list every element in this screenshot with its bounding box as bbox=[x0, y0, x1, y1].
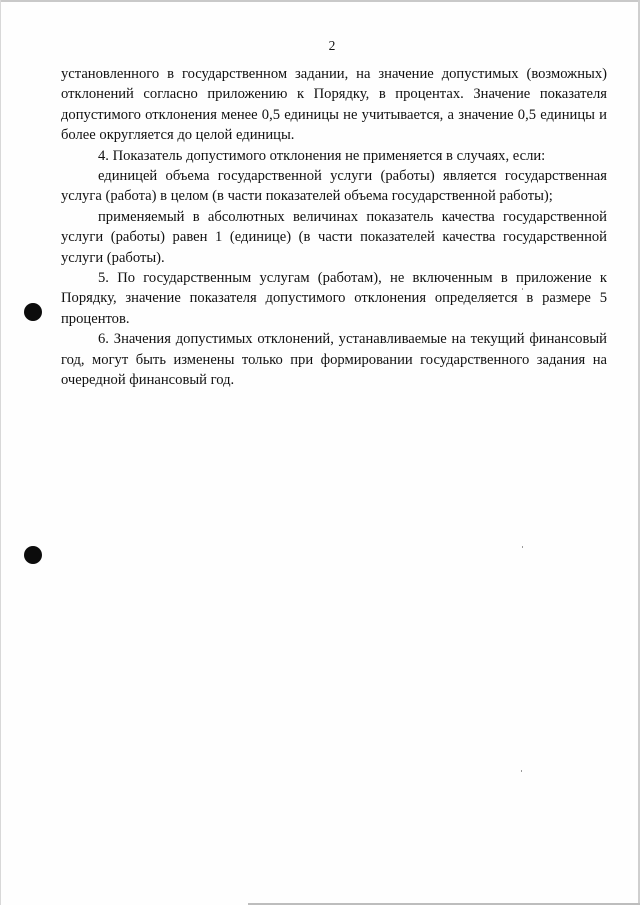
paragraph-item-6: 6. Значения допустимых отклонений, устанавливаемые на текущий финансовый год, могут быть изменены только при формировании государственного задания на очередной финансовый год. bbox=[61, 331, 607, 389]
scan-speck bbox=[522, 288, 523, 290]
paragraph-item-4: 4. Показатель допустимого отклонения не применяется в случаях, если: bbox=[98, 147, 546, 164]
punch-hole-mark bbox=[24, 546, 42, 564]
document-body bbox=[61, 64, 607, 391]
paragraph-item-5: 5. По государственным услугам (работам), не включенным в приложение к Порядку, значение показателя допустимого отклонения определяется в размере 5 процентов. bbox=[61, 270, 607, 327]
scan-speck bbox=[522, 546, 523, 548]
paragraph-continuation: установленного в государственном задании, на значение допустимых (возможных) отклонений согласно приложению к Порядку, в процентах. Значение показателя допустимого отклонения менее 0,5 единицы не учитывается, а значение 0,5 единицы и более округляется до целой единицы. bbox=[61, 66, 607, 144]
paragraph-item-4-case-2: применяемый в абсолютных величинах показатель качества государственной услуги (работы) равен 1 (единице) (в части показателей качества государственной услуги (работы). bbox=[61, 208, 607, 266]
scan-speck bbox=[521, 770, 522, 772]
scan-edge-left bbox=[0, 0, 1, 905]
scan-edge-top bbox=[0, 0, 640, 2]
punch-hole-mark bbox=[24, 303, 42, 321]
paragraph-item-4-case-1: единицей объема государственной услуги (работы) является государственная услуга (работа) в целом (в части показателей объема государственной работы); bbox=[61, 168, 607, 205]
page-number: 2 bbox=[328, 38, 336, 53]
